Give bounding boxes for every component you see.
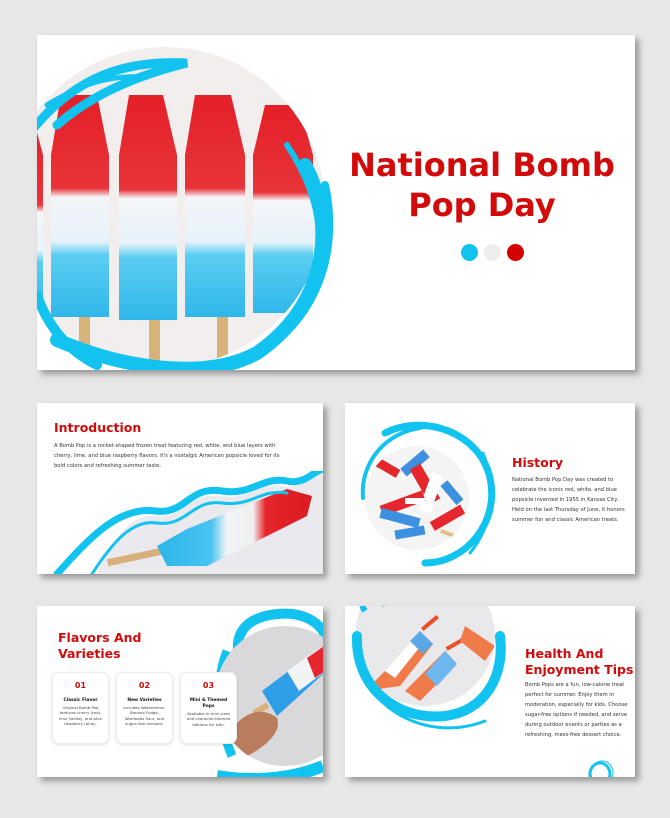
body-line: celebrate the iconic red, white, and blue: [512, 487, 617, 493]
body-line: bold colors and refreshing summer taste.: [54, 463, 162, 469]
heading-line: Varieties: [58, 646, 121, 661]
introduction-heading: Introduction: [54, 420, 142, 435]
card-title: New Varieties: [127, 698, 162, 703]
body-line: National Bomb Pop Day was created to: [512, 477, 614, 483]
body-line: moderation, especially for kids. Choose: [525, 702, 628, 708]
blue-dot: [461, 244, 478, 261]
title-slide[interactable]: [37, 35, 635, 370]
blue-ring-decoration: [586, 756, 616, 777]
card-number: 03: [202, 681, 215, 690]
body-line: cherry, lime, and blue raspberry flavors. It's a nostalgic American popsicle loved for its: [54, 453, 280, 459]
flavor-card-classic[interactable]: [52, 672, 109, 744]
card-number: 02: [138, 681, 151, 690]
flavors-slide[interactable]: [37, 606, 323, 777]
card-number: 01: [74, 681, 87, 690]
homemade-popsicles-image: [345, 606, 515, 777]
bowl-of-popsicles-image: [345, 403, 505, 574]
body-line: refreshing, mess-free dessert choice.: [525, 732, 622, 738]
card-description: Available in mini sizes and character-themed editions for kids.: [186, 711, 231, 727]
title-line-1: National Bomb: [349, 146, 615, 184]
flavor-cards: [52, 672, 237, 744]
body-line: perfect for summer. Enjoy them in: [525, 692, 615, 698]
heading-line: Health And: [525, 646, 604, 661]
red-dot: [507, 244, 524, 261]
history-heading: History: [512, 455, 564, 470]
health-heading: [525, 646, 633, 678]
body-line: sugar-free options if needed, and serve: [525, 712, 628, 718]
heading-line: Enjoyment Tips: [525, 662, 634, 677]
body-line: A Bomb Pop is a rocket-shaped frozen treat featuring red, white, and blue layers with: [54, 443, 276, 449]
flavor-card-mini-themed[interactable]: [180, 672, 237, 744]
introduction-slide[interactable]: [37, 403, 323, 574]
body-line: Held on the last Thursday of June, it honors: [512, 507, 625, 513]
history-body: [512, 475, 630, 525]
card-description: Original Bomb Pop features cherry (red), lime (white), and blue raspberry (blue).: [59, 705, 102, 727]
health-body: [525, 680, 630, 740]
white-dot: [484, 244, 501, 261]
health-slide[interactable]: [345, 606, 635, 777]
body-line: during outdoor events or parties as a: [525, 722, 622, 728]
body-line: popsicle invented in 1955 in Kansas City.: [512, 497, 619, 503]
card-description: Includes Watermelon, Banana Fudge, Warheads Sour, and sugar-free versions.: [123, 705, 166, 727]
popsicles-image: [37, 35, 337, 370]
flavor-card-new-varieties[interactable]: [116, 672, 173, 744]
body-line: Bomb Pops are a fun, low-calorie treat: [525, 682, 625, 688]
introduction-body: [54, 441, 314, 471]
card-title: Classic Flavor: [63, 698, 98, 703]
slide-title: [347, 145, 617, 225]
heading-line: Flavors And: [58, 630, 142, 645]
popsicle-wave-image: [37, 471, 323, 574]
flavors-heading: [58, 630, 141, 662]
history-slide[interactable]: [345, 403, 635, 574]
body-line: summer fun and classic American treats.: [512, 517, 619, 523]
title-line-2: Pop Day: [408, 186, 556, 224]
card-title: Mini & Themed Pops: [189, 698, 228, 709]
color-dots: [461, 244, 524, 261]
